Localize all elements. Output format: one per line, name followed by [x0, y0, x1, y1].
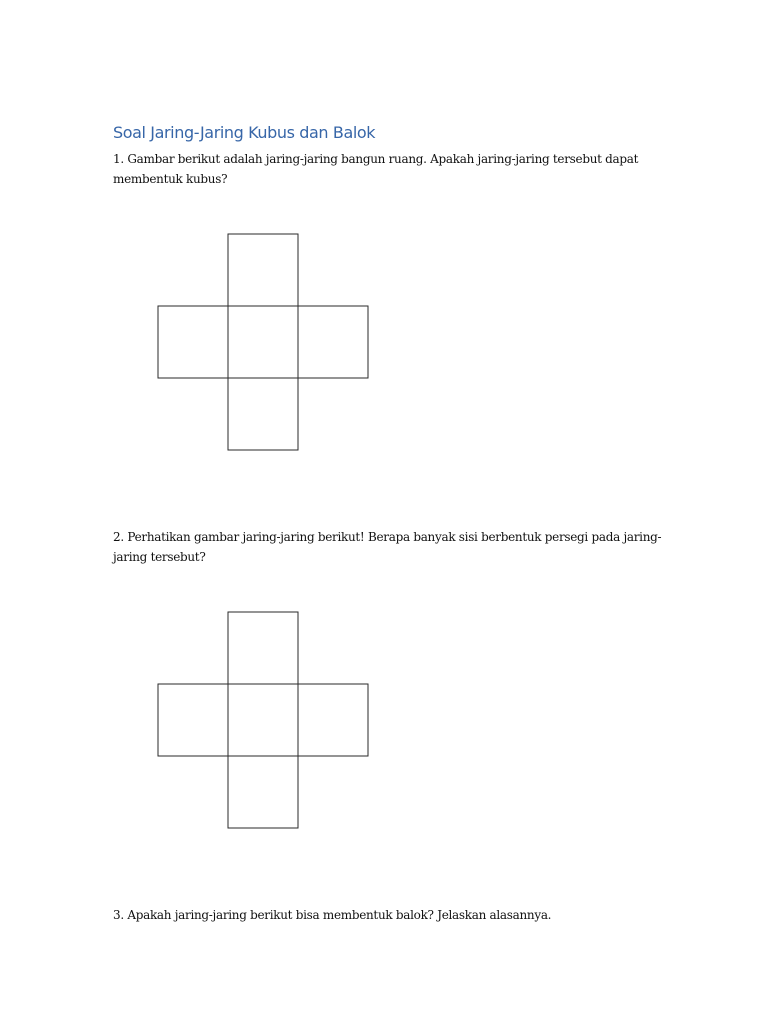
page-title: Soal Jaring-Jaring Kubus dan Balok	[113, 123, 376, 142]
question-3-text: 3. Apakah jaring-jaring berikut bisa membentuk balok? Jelaskan alasannya.	[113, 908, 552, 922]
net-square-bottom	[228, 378, 298, 450]
net-square-top	[228, 612, 298, 684]
question-2-text: 2. Perhatikan gambar jaring-jaring berikut! Berapa banyak sisi berbentuk persegi pada jaring-jaring tersebut?	[113, 530, 662, 564]
question-2-net-figure	[150, 596, 398, 856]
cross-net-diagram-2	[150, 596, 398, 856]
net-square-left	[158, 684, 228, 756]
net-square-top	[228, 234, 298, 306]
net-square-center	[228, 306, 298, 378]
net-square-left	[158, 306, 228, 378]
net-square-right	[298, 684, 368, 756]
net-square-center	[228, 684, 298, 756]
question-1-net-figure	[150, 218, 398, 478]
net-square-right	[298, 306, 368, 378]
question-1-text: 1. Gambar berikut adalah jaring-jaring bangun ruang. Apakah jaring-jaring tersebut dapat membentuk kubus?	[113, 152, 639, 186]
cross-net-diagram-1	[150, 218, 398, 478]
net-square-bottom	[228, 756, 298, 828]
